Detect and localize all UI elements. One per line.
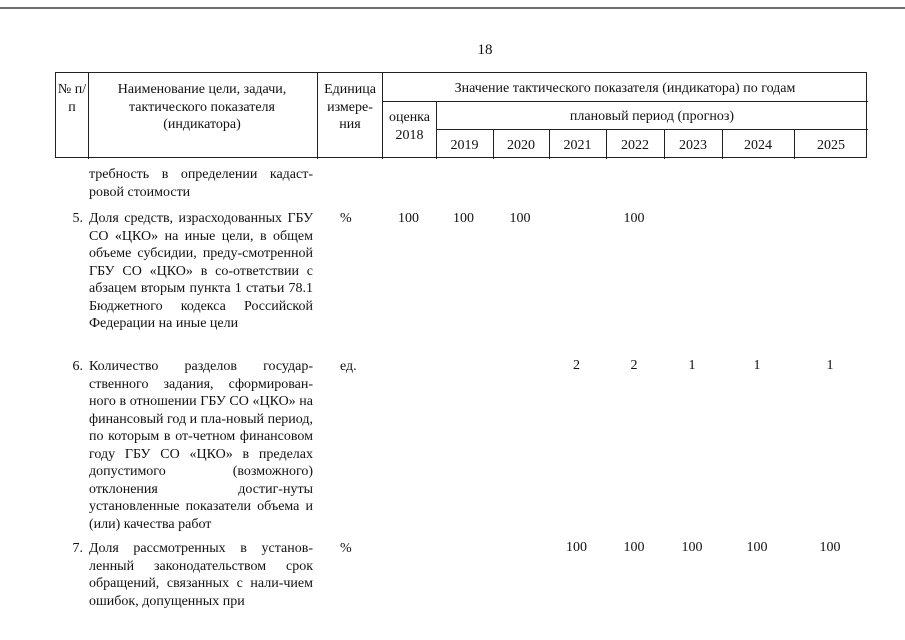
header-num: № п/п (57, 82, 87, 115)
row-number: 7. (72, 541, 83, 556)
header-year: 2024 (744, 138, 772, 153)
row-value: 100 (453, 211, 474, 226)
header-year: 2021 (563, 138, 592, 153)
row-unit: % (340, 211, 352, 226)
header-values-title: Значение тактического показателя (индикатора) по годам (454, 81, 796, 96)
row-unit: % (340, 541, 352, 556)
row-unit: ед. (340, 359, 357, 374)
scan-edge-line (0, 7, 905, 9)
row-name: требность в определении кадаст-ровой стоимости (89, 167, 313, 200)
header-year: 2020 (507, 138, 535, 153)
row-name: Доля средств, израсходованных ГБУ СО «ЦКО» на иные цели, в общем объеме субсидии, преду-смотренной ГБУ СО «ЦКО» в со-ответствии с абзацем вторым пункта 1 статьи 78.1 Бюджетного кодекса Российской Федерации на иные цели (89, 211, 313, 331)
row-value: 100 (819, 540, 841, 555)
header-year: 2025 (817, 138, 845, 153)
row-value: 1 (688, 358, 696, 373)
row-value: 100 (509, 211, 531, 226)
row-number: 6. (72, 359, 83, 374)
header-year: 2019 (450, 138, 479, 153)
row-name: Доля рассмотренных в установ-ленный законодательством срок обращений, связанных с нали-чием ошибок, допущенных при (89, 541, 313, 609)
header-estimate: оценка 2018 (388, 110, 430, 143)
header-planned-period: плановый период (прогноз) (569, 109, 735, 124)
row-value: 1 (826, 358, 834, 373)
header-year: 2022 (621, 138, 649, 153)
row-value: 2 (630, 358, 638, 373)
page-number: 18 (477, 42, 493, 58)
header-name: Наименование цели, задачи, тактического показателя (индикатора) (117, 82, 287, 132)
row-value: 2 (573, 358, 580, 373)
row-value: 100 (681, 540, 703, 555)
row-value: 100 (623, 211, 645, 226)
header-unit: Единица измере-ния (324, 82, 376, 132)
row-name: Количество разделов государ-ственного задания, сформирован-ного в отношении ГБУ СО «ЦКО» на финансовый год и пла-новый период, по которым в от-четном финансовом году ГБУ СО «ЦКО» в пределах допустимого (возможного) отклонения достиг-нуты установленные показатели объема и (или) качества работ (89, 359, 313, 532)
row-number: 5. (72, 211, 83, 226)
table-header (55, 72, 867, 158)
row-value: 100 (398, 211, 419, 226)
row-value: 100 (623, 540, 645, 555)
row-value: 100 (746, 540, 768, 555)
row-value: 1 (753, 358, 761, 373)
row-value: 100 (566, 540, 587, 555)
header-year: 2023 (679, 138, 707, 153)
